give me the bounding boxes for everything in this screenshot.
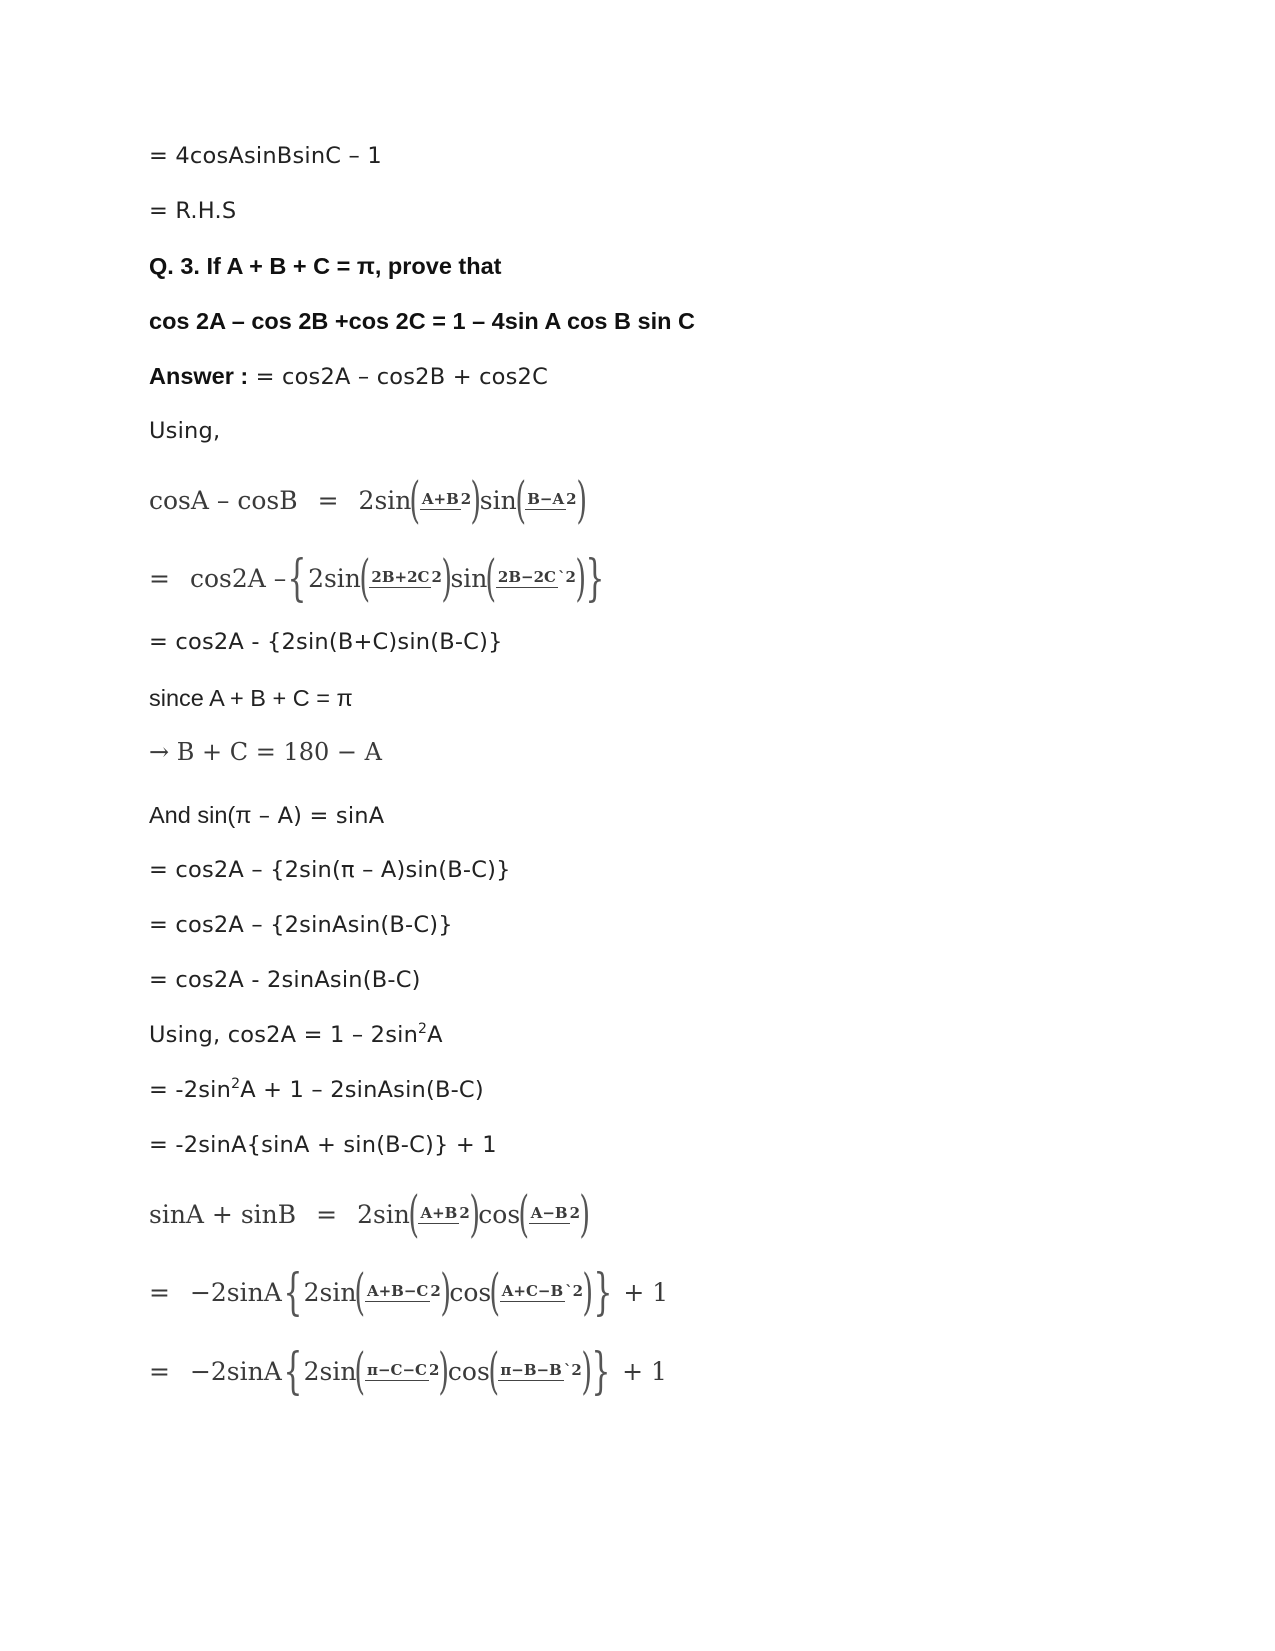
- formula-term: −2sinA: [189, 1356, 282, 1386]
- fraction-numerator: π−C−C: [366, 1361, 427, 1380]
- line-sin-pi-minus-a: [149, 802, 384, 829]
- fraction-numerator: A−B: [530, 1204, 568, 1223]
- using-label: Using,: [149, 418, 221, 444]
- line-using-cos2a: [149, 1022, 443, 1048]
- fraction-denominator: `2: [557, 568, 576, 587]
- fraction-denominator: 2: [460, 490, 472, 509]
- formula-equals: =: [317, 485, 339, 515]
- formula-equals: =: [149, 563, 170, 593]
- left-paren: (: [409, 471, 421, 529]
- formula-function: cos: [449, 1277, 492, 1307]
- fraction-numerator: A+C−B: [501, 1282, 564, 1301]
- line-text: = cos2A – {2sin(π: [149, 857, 355, 883]
- formula-step-2sina-abc: [149, 1262, 668, 1322]
- right-paren: ): [470, 471, 482, 529]
- formula-function: sin: [479, 485, 517, 515]
- line-cos2a-2sina: = cos2A – {2sinAsin(B-C)}: [149, 912, 453, 938]
- formula-function: cos: [478, 1199, 521, 1229]
- answer-line: [149, 363, 548, 390]
- right-paren: ): [582, 1263, 594, 1321]
- fraction-numerator: A+B: [421, 490, 459, 509]
- line-text: Using, cos2A = 1 – 2sin: [149, 1022, 419, 1048]
- formula-equals: =: [316, 1199, 338, 1229]
- fraction: [418, 1206, 469, 1222]
- formula-equals: =: [149, 1356, 170, 1386]
- fraction-denominator: 2: [428, 1361, 440, 1380]
- formula-tail: + 1: [623, 1277, 669, 1307]
- line-text: A + 1 – 2sinAsin(B-C): [240, 1077, 484, 1103]
- line-text: = -2sin: [149, 1077, 232, 1103]
- fraction: [369, 570, 442, 586]
- question-3-title: Q. 3. If A + B + C = π, prove that: [149, 253, 502, 279]
- line-cos2a-sin-bc: = cos2A - {2sin(B+C)sin(B-C)}: [149, 629, 503, 655]
- question-3-equation: cos 2A – cos 2B +cos 2C = 1 – 4sin A cos B sin C: [149, 308, 695, 334]
- left-brace: {: [287, 549, 307, 607]
- fraction-denominator: 2: [430, 1282, 441, 1301]
- formula-lhs: cosA – cosB: [149, 485, 298, 515]
- left-paren: (: [485, 549, 497, 607]
- fraction: [365, 1284, 441, 1300]
- superscript: 2: [418, 1021, 428, 1037]
- line-b-plus-c: → B + C = 180 − A: [149, 738, 382, 766]
- right-paren: ): [438, 1342, 450, 1400]
- fraction: [529, 1206, 580, 1222]
- formula-sin-sum: [149, 1184, 589, 1244]
- fraction-numerator: 2B+2C: [371, 568, 430, 587]
- fraction-denominator: `2: [563, 1361, 582, 1380]
- right-brace: }: [585, 549, 605, 607]
- fraction-numerator: 2B−2C: [497, 568, 556, 587]
- formula-coefficient: 2sin: [358, 485, 412, 515]
- answer-label: Answer :: [149, 363, 249, 389]
- formula-tail: + 1: [622, 1356, 667, 1386]
- fraction: [525, 492, 576, 508]
- formula-step-cos2a: [149, 548, 606, 608]
- answer-text: = cos2A – cos2B + cos2C: [248, 364, 548, 390]
- line-text: A: [427, 1022, 443, 1048]
- formula-function: sin: [450, 563, 488, 593]
- line-minus-2sin2a: [149, 1077, 484, 1103]
- fraction-denominator: 2: [431, 568, 442, 587]
- fraction: [498, 1363, 581, 1379]
- line-text: – A)sin(B-C)}: [354, 857, 511, 883]
- left-brace: {: [283, 1263, 303, 1321]
- left-paren: (: [359, 549, 371, 607]
- fraction-denominator: 2: [459, 1204, 470, 1223]
- left-paren: (: [489, 1263, 501, 1321]
- left-paren: (: [408, 1185, 420, 1243]
- right-paren: ): [575, 471, 587, 529]
- right-paren: ): [440, 1263, 451, 1321]
- right-paren: ): [581, 1342, 592, 1400]
- formula-coefficient: 2sin: [357, 1199, 410, 1229]
- right-brace: }: [591, 1342, 611, 1400]
- fraction-denominator: 2: [569, 1204, 581, 1223]
- formula-term: cos2A –: [189, 563, 287, 593]
- formula-term: −2sinA: [189, 1277, 282, 1307]
- fraction: [496, 570, 576, 586]
- line-since-sum-pi: since A + B + C = π: [149, 685, 353, 711]
- left-paren: (: [354, 1263, 366, 1321]
- line-4cosasinbsinc: = 4cosAsinBsinC – 1: [149, 143, 382, 169]
- formula-coefficient: 2sin: [308, 563, 361, 593]
- fraction-numerator: A+B: [420, 1204, 458, 1223]
- fraction-numerator: A+B−C: [366, 1282, 429, 1301]
- left-brace: {: [283, 1342, 303, 1400]
- fraction-numerator: π−B−B: [500, 1361, 562, 1380]
- line-minus-2sina-brace: = -2sinA{sinA + sin(B-C)} + 1: [149, 1132, 497, 1158]
- line-rhs: = R.H.S: [149, 198, 237, 224]
- right-paren: ): [579, 1185, 591, 1243]
- right-paren: ): [469, 1185, 480, 1243]
- line-cos2a-sin-pi: [149, 857, 511, 883]
- left-paren: (: [515, 471, 526, 529]
- formula-function: cos: [447, 1356, 490, 1386]
- fraction: [420, 492, 471, 508]
- formula-step-2sina-pi: [149, 1341, 667, 1401]
- right-paren: ): [575, 549, 587, 607]
- fraction-denominator: 2: [566, 490, 577, 509]
- fraction-denominator: `2: [565, 1282, 584, 1301]
- line-text: – A) = sinA: [251, 803, 385, 829]
- formula-lhs: sinA + sinB: [149, 1199, 297, 1229]
- right-brace: }: [592, 1263, 613, 1321]
- formula-equals: =: [149, 1277, 170, 1307]
- fraction: [500, 1284, 583, 1300]
- formula-cos-difference: [149, 470, 585, 530]
- left-paren: (: [354, 1342, 366, 1400]
- fraction: [365, 1363, 439, 1379]
- line-cos2a-minus-2sina: = cos2A - 2sinAsin(B-C): [149, 967, 421, 993]
- line-text: And sin(π: [149, 802, 252, 828]
- right-paren: ): [441, 549, 453, 607]
- fraction-numerator: B−A: [527, 490, 565, 509]
- formula-coefficient: 2sin: [303, 1356, 357, 1386]
- left-paren: (: [488, 1342, 499, 1400]
- superscript: 2: [231, 1076, 241, 1092]
- left-paren: (: [518, 1185, 530, 1243]
- formula-coefficient: 2sin: [303, 1277, 357, 1307]
